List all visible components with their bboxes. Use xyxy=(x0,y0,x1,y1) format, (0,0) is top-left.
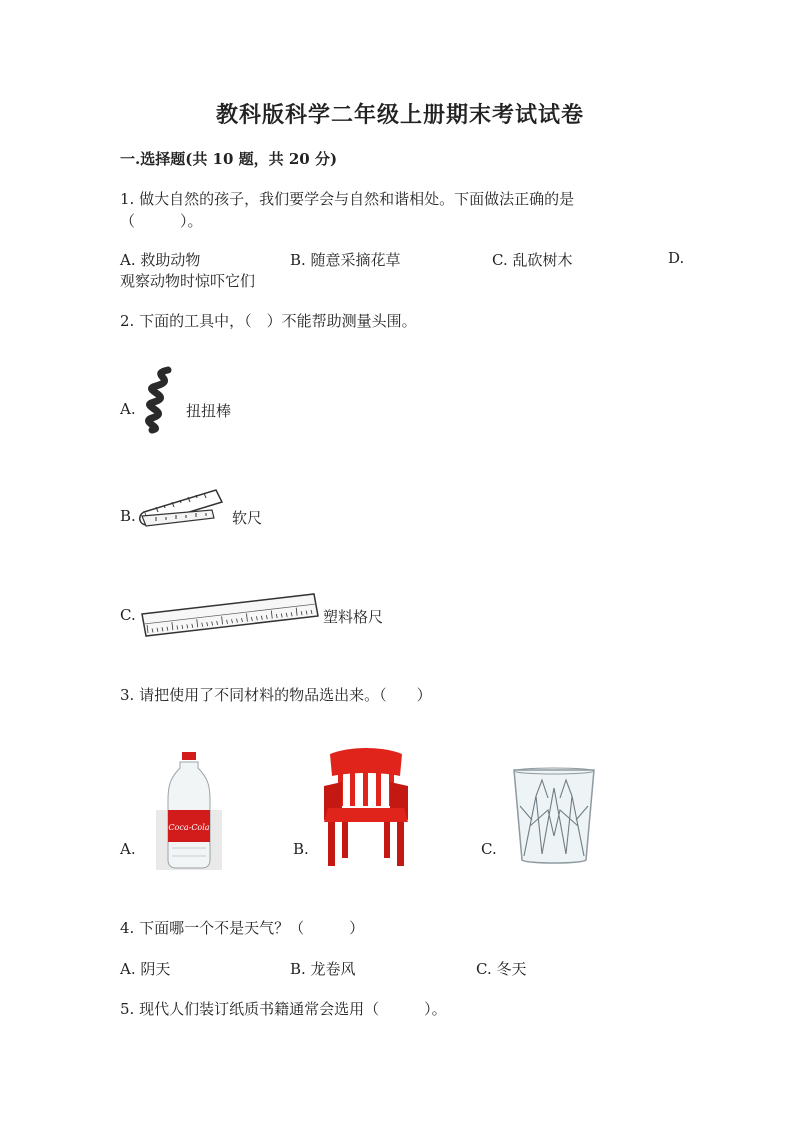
question-2-option-a-label: 扭扭棒 xyxy=(186,402,232,420)
question-1-option-a: A. 救助动物 xyxy=(120,251,201,269)
question-1-option-d: D. xyxy=(668,249,685,267)
section-heading: 一.选择题(共 10 题，共 20 分) xyxy=(120,150,338,168)
pipe-cleaner-icon xyxy=(138,366,182,434)
question-3-option-b-letter: B. xyxy=(293,840,309,858)
question-3-option-c-letter: C. xyxy=(481,840,497,858)
question-2-option-b-label: 软尺 xyxy=(232,509,263,527)
question-5-stem: 5. 现代人们装订纸质书籍通常会选用（ ）。 xyxy=(120,1000,447,1018)
question-2-option-b-letter: B. xyxy=(120,507,136,525)
question-2-option-c-label: 塑料格尺 xyxy=(323,608,384,626)
page-title: 教科版科学二年级上册期末考试试卷 xyxy=(215,102,584,128)
question-4-stem: 4. 下面哪一个不是天气？（ ） xyxy=(120,919,365,937)
question-1-option-d-text: 观察动物时惊吓它们 xyxy=(120,272,256,290)
tape-measure-icon xyxy=(136,482,228,532)
plastic-ruler-icon xyxy=(140,590,320,640)
bottle-brand-text: Coca-Cola xyxy=(168,823,210,832)
question-4-option-b: B. 龙卷风 xyxy=(290,960,356,978)
plastic-chair-image xyxy=(320,746,412,868)
question-2-option-a-letter: A. xyxy=(120,400,136,418)
question-2-option-c-letter: C. xyxy=(120,606,136,624)
question-1-stem: 1. 做大自然的孩子，我们要学会与自然和谐相处。下面做法正确的是 xyxy=(120,190,575,208)
question-1-option-b: B. 随意采摘花草 xyxy=(290,251,401,269)
plastic-bottle-image xyxy=(156,752,222,870)
question-1-option-c: C. 乱砍树木 xyxy=(492,251,573,269)
question-3-option-a-letter: A. xyxy=(120,840,136,858)
question-4-option-a: A. 阴天 xyxy=(120,960,171,978)
question-2-stem: 2. 下面的工具中，（ ）不能帮助测量头围。 xyxy=(120,312,417,330)
question-4-option-c: C. 冬天 xyxy=(476,960,527,978)
question-3-stem: 3. 请把使用了不同材料的物品选出来。（ ） xyxy=(120,686,432,704)
question-1-blank: （ ）。 xyxy=(120,212,203,230)
glass-cup-image xyxy=(512,766,596,866)
